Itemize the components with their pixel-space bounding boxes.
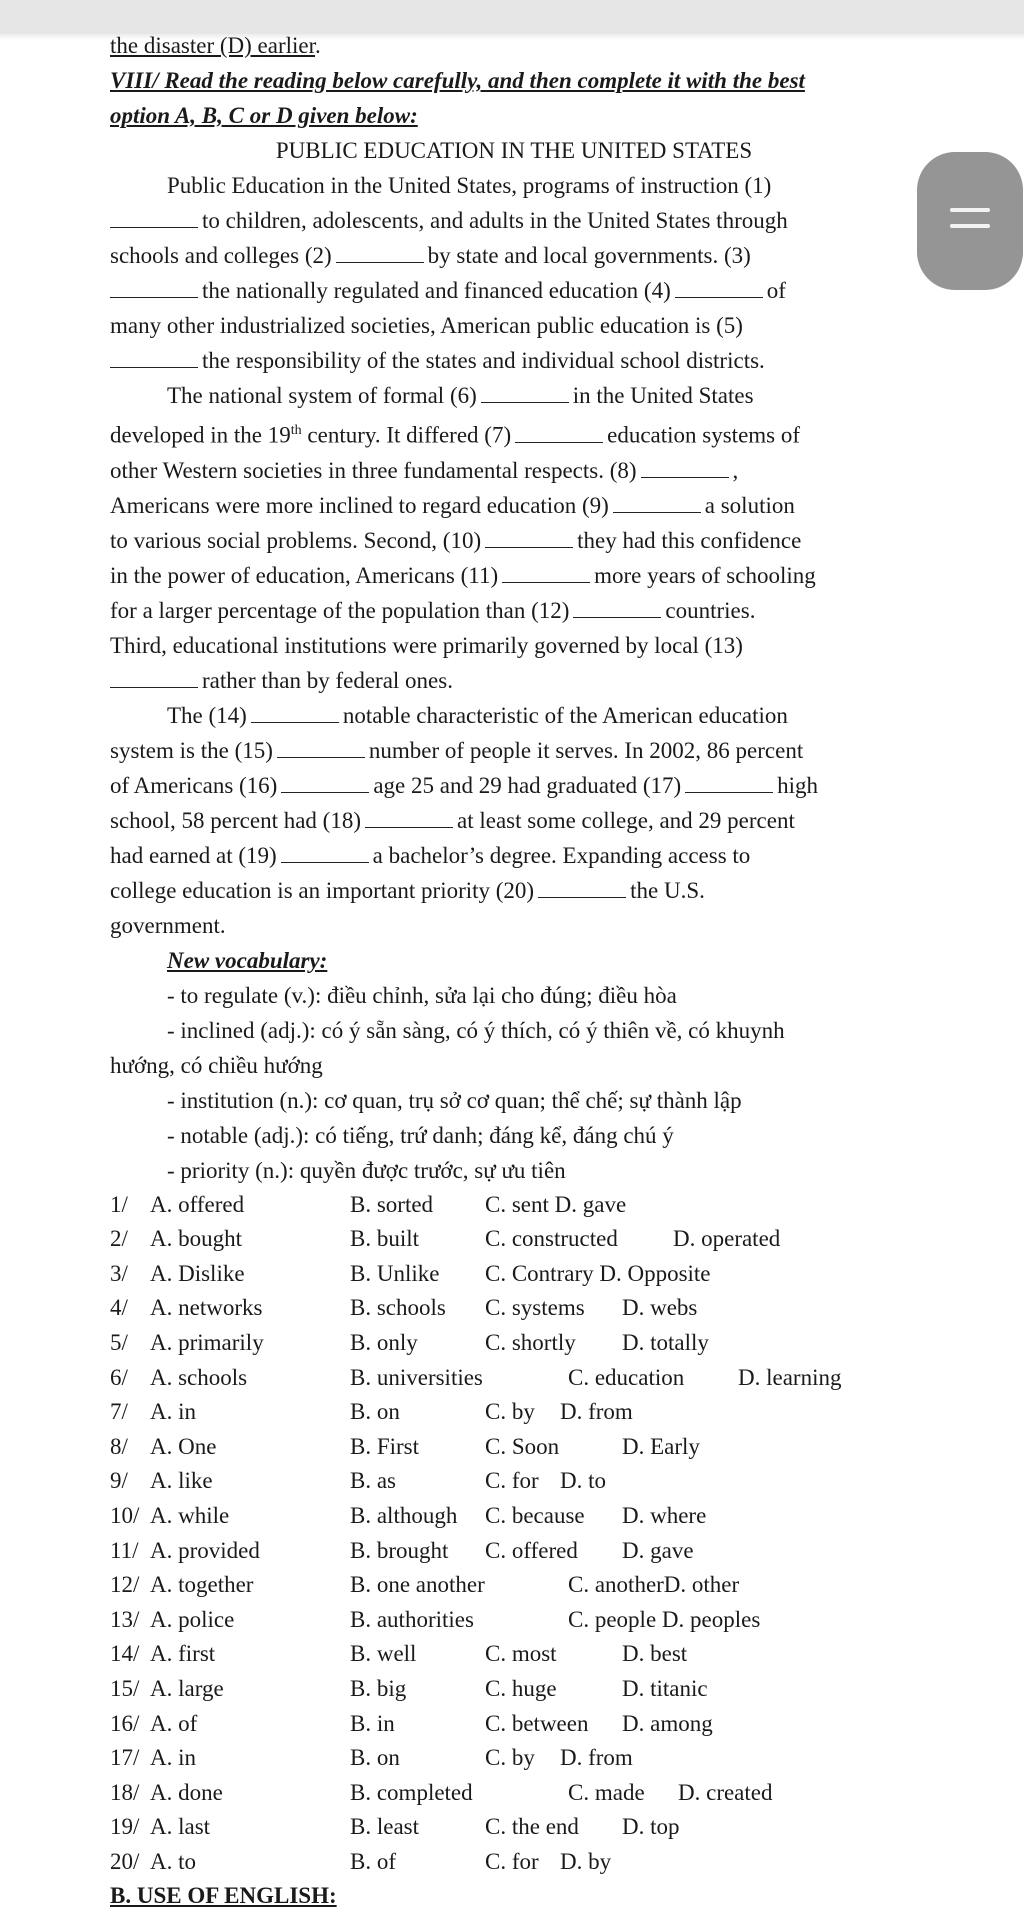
question-number: 6/	[110, 1364, 128, 1390]
question-number: 9/	[110, 1468, 128, 1494]
option-a: A. first	[150, 1641, 216, 1667]
option-b: B. big	[350, 1675, 407, 1701]
option-c: C. constructed	[485, 1226, 618, 1252]
question-number: 4/	[110, 1295, 128, 1321]
question-options-row	[110, 1707, 918, 1742]
option-b: B. although	[350, 1503, 458, 1528]
option-c: C. anotherD. other	[568, 1572, 740, 1598]
option-a: A. in	[150, 1399, 196, 1425]
option-b: B. on	[350, 1399, 400, 1425]
question-number: 20/	[110, 1848, 140, 1874]
option-c: C. for	[485, 1468, 539, 1494]
passage-title: PUBLIC EDUCATION IN THE UNITED STATES	[275, 138, 753, 163]
option-c: C. Contrary D. Opposite	[485, 1260, 711, 1286]
question-options-row	[110, 1395, 918, 1430]
question-options-row	[110, 1222, 918, 1257]
option-c: C. most	[485, 1641, 557, 1667]
answer-options	[110, 1188, 918, 1880]
option-d: D. to	[560, 1468, 606, 1494]
option-d: D. from	[560, 1399, 633, 1425]
question-number: 8/	[110, 1433, 128, 1459]
option-a: A. while	[150, 1503, 230, 1528]
question-options-row	[110, 1810, 918, 1845]
question-options-row	[110, 1637, 918, 1672]
question-number: 2/	[110, 1226, 128, 1252]
question-number: 3/	[110, 1260, 128, 1286]
option-c: C. made	[568, 1779, 645, 1805]
option-b: B. schools	[350, 1295, 446, 1321]
option-c: C. the end	[485, 1814, 579, 1840]
question-options-row	[110, 1776, 918, 1811]
question-number: 10/	[110, 1503, 140, 1528]
option-d: D. among	[622, 1710, 713, 1736]
question-number: 18/	[110, 1779, 140, 1805]
option-a: A. like	[150, 1468, 213, 1494]
question-number: 19/	[110, 1814, 140, 1840]
option-d: D. Early	[622, 1433, 700, 1459]
question-options-row	[110, 1188, 918, 1223]
grip-line-icon	[950, 208, 990, 212]
question-options-row	[110, 1464, 918, 1499]
vocab-item: - notable (adj.): có tiếng, trứ danh; đáng kể, đáng chú ý	[167, 1122, 674, 1148]
question-options-row	[110, 1361, 918, 1396]
option-c: C. shortly	[485, 1330, 576, 1356]
question-number: 17/	[110, 1745, 140, 1771]
option-b: B. brought	[350, 1537, 449, 1563]
option-a: A. One	[150, 1433, 217, 1459]
option-c: C. education	[568, 1364, 685, 1390]
scrollbar-handle[interactable]	[917, 152, 1023, 290]
option-c: C. between	[485, 1710, 589, 1736]
option-b: B. one another	[350, 1572, 485, 1598]
option-c: C. systems	[485, 1295, 585, 1321]
option-b: B. completed	[350, 1779, 473, 1805]
section-heading-line-2: option A, B, C or D given below:	[110, 103, 418, 128]
question-number: 5/	[110, 1330, 128, 1356]
passage-paragraph-2: The national system of formal (6) in the United States developed in the 19th century. It differed (7) education systems of other Western societies in three fundamental respects. (8) , Americans were more inclined to regard education (9) a solution to various social problems. Second, (10) they had this confidence in the power of education, Americans (11) more years of schooling for a larger percentage of the population than (12) countries. Third, educational institutions were primarily governed by local (13) rather than by federal ones.	[110, 378, 918, 698]
option-c: C. Soon	[485, 1433, 560, 1459]
vocab-item: - inclined (adj.): có ý sẵn sàng, có ý thích, có ý thiên về, có khuynh	[167, 1017, 785, 1043]
option-d: D. where	[622, 1503, 707, 1528]
vocab-item: - to regulate (v.): điều chỉnh, sửa lại cho đúng; điều hòa	[167, 982, 677, 1008]
option-c: C. offered	[485, 1537, 578, 1563]
option-d: D. best	[622, 1641, 688, 1667]
option-b: B. least	[350, 1814, 419, 1840]
vocab-item-continued: hướng, có chiều hướng	[110, 1052, 323, 1078]
option-b: B. sorted	[350, 1191, 434, 1217]
question-options-row	[110, 1257, 918, 1292]
option-c: C. sent D. gave	[485, 1191, 627, 1217]
option-b: B. universities	[350, 1364, 483, 1390]
option-b: B. on	[350, 1745, 400, 1771]
option-c: C. for	[485, 1848, 539, 1874]
option-c: C. by	[485, 1745, 535, 1771]
option-d: D. titanic	[622, 1675, 708, 1701]
passage-paragraph-3: The (14) notable characteristic of the American education system is the (15) number of people it serves. In 2002, 86 percent of Americans (16) age 25 and 29 had graduated (17) high school, 58 percent had (18) at least some college, and 29 percent had earned at (19) a bachelor’s degree. Expanding access to college education is an important priority (20) the U.S. government.	[110, 698, 918, 943]
question-number: 11/	[110, 1537, 139, 1563]
option-a: A. to	[150, 1848, 196, 1874]
option-a: A. Dislike	[150, 1260, 245, 1286]
option-b: B. as	[350, 1468, 396, 1494]
option-a: A. networks	[150, 1295, 263, 1321]
vocabulary-heading: New vocabulary:	[167, 947, 328, 973]
question-number: 15/	[110, 1675, 140, 1701]
option-c: C. people D. peoples	[568, 1606, 761, 1632]
option-d: D. top	[622, 1814, 680, 1840]
option-d: D. operated	[673, 1226, 781, 1252]
option-c: C. because	[485, 1503, 585, 1528]
question-number: 16/	[110, 1710, 140, 1736]
option-b: B. authorities	[350, 1606, 474, 1632]
option-d: D. webs	[622, 1295, 698, 1321]
option-c: C. by	[485, 1399, 535, 1425]
option-a: A. offered	[150, 1191, 245, 1217]
document-page	[110, 28, 918, 1880]
question-options-row	[110, 1499, 918, 1534]
option-d: D. created	[678, 1779, 773, 1805]
next-section-heading: B. USE OF ENGLISH:	[110, 1883, 337, 1908]
grip-line-icon	[950, 224, 990, 228]
option-a: A. of	[150, 1710, 198, 1736]
question-number: 1/	[110, 1191, 128, 1217]
question-options-row	[110, 1568, 918, 1603]
option-b: B. Unlike	[350, 1260, 440, 1286]
question-options-row	[110, 1603, 918, 1638]
option-b: B. built	[350, 1226, 420, 1252]
option-a: A. in	[150, 1745, 196, 1771]
question-options-row	[110, 1534, 918, 1569]
option-d: D. learning	[738, 1364, 842, 1390]
option-a: A. large	[150, 1675, 224, 1701]
vocabulary-list	[110, 978, 918, 1188]
question-options-row	[110, 1291, 918, 1326]
option-b: B. well	[350, 1641, 417, 1667]
option-a: A. done	[150, 1779, 223, 1805]
vocab-item: - institution (n.): cơ quan, trụ sở cơ quan; thể chế; sự thành lập	[167, 1087, 742, 1113]
option-b: B. in	[350, 1710, 395, 1736]
vocab-item: - priority (n.): quyền được trước, sự ưu tiên	[167, 1157, 566, 1183]
option-b: B. of	[350, 1848, 396, 1874]
option-b: B. only	[350, 1330, 418, 1356]
question-options-row	[110, 1741, 918, 1776]
question-options-row	[110, 1845, 918, 1880]
option-a: A. bought	[150, 1226, 242, 1252]
option-d: D. gave	[622, 1537, 694, 1563]
option-a: A. last	[150, 1814, 211, 1840]
option-c: C. huge	[485, 1675, 557, 1701]
option-d: D. by	[560, 1848, 612, 1874]
question-number: 14/	[110, 1641, 140, 1667]
option-a: A. schools	[150, 1364, 248, 1390]
section-heading: VIII/ Read the reading below carefully, and then complete it with the best	[110, 68, 805, 93]
option-a: A. together	[150, 1572, 254, 1598]
passage-paragraph-1: Public Education in the United States, programs of instruction (1) to children, adolescents, and adults in the United States through schools and colleges (2) by state and local governments. (3) the nationally regulated and financed education (4) of many other industrialized societies, American public education is (5) the responsibility of the states and individual school districts.	[110, 173, 788, 373]
question-number: 13/	[110, 1606, 140, 1632]
question-options-row	[110, 1430, 918, 1465]
question-options-row	[110, 1326, 918, 1361]
question-number: 7/	[110, 1399, 128, 1425]
previous-question-tail: the disaster (D) earlier.	[110, 33, 321, 58]
question-options-row	[110, 1672, 918, 1707]
option-a: A. police	[150, 1606, 235, 1632]
option-b: B. First	[350, 1433, 420, 1459]
question-number: 12/	[110, 1572, 140, 1598]
option-a: A. primarily	[150, 1330, 264, 1356]
option-d: D. from	[560, 1745, 633, 1771]
option-d: D. totally	[622, 1330, 709, 1356]
option-a: A. provided	[150, 1537, 260, 1563]
